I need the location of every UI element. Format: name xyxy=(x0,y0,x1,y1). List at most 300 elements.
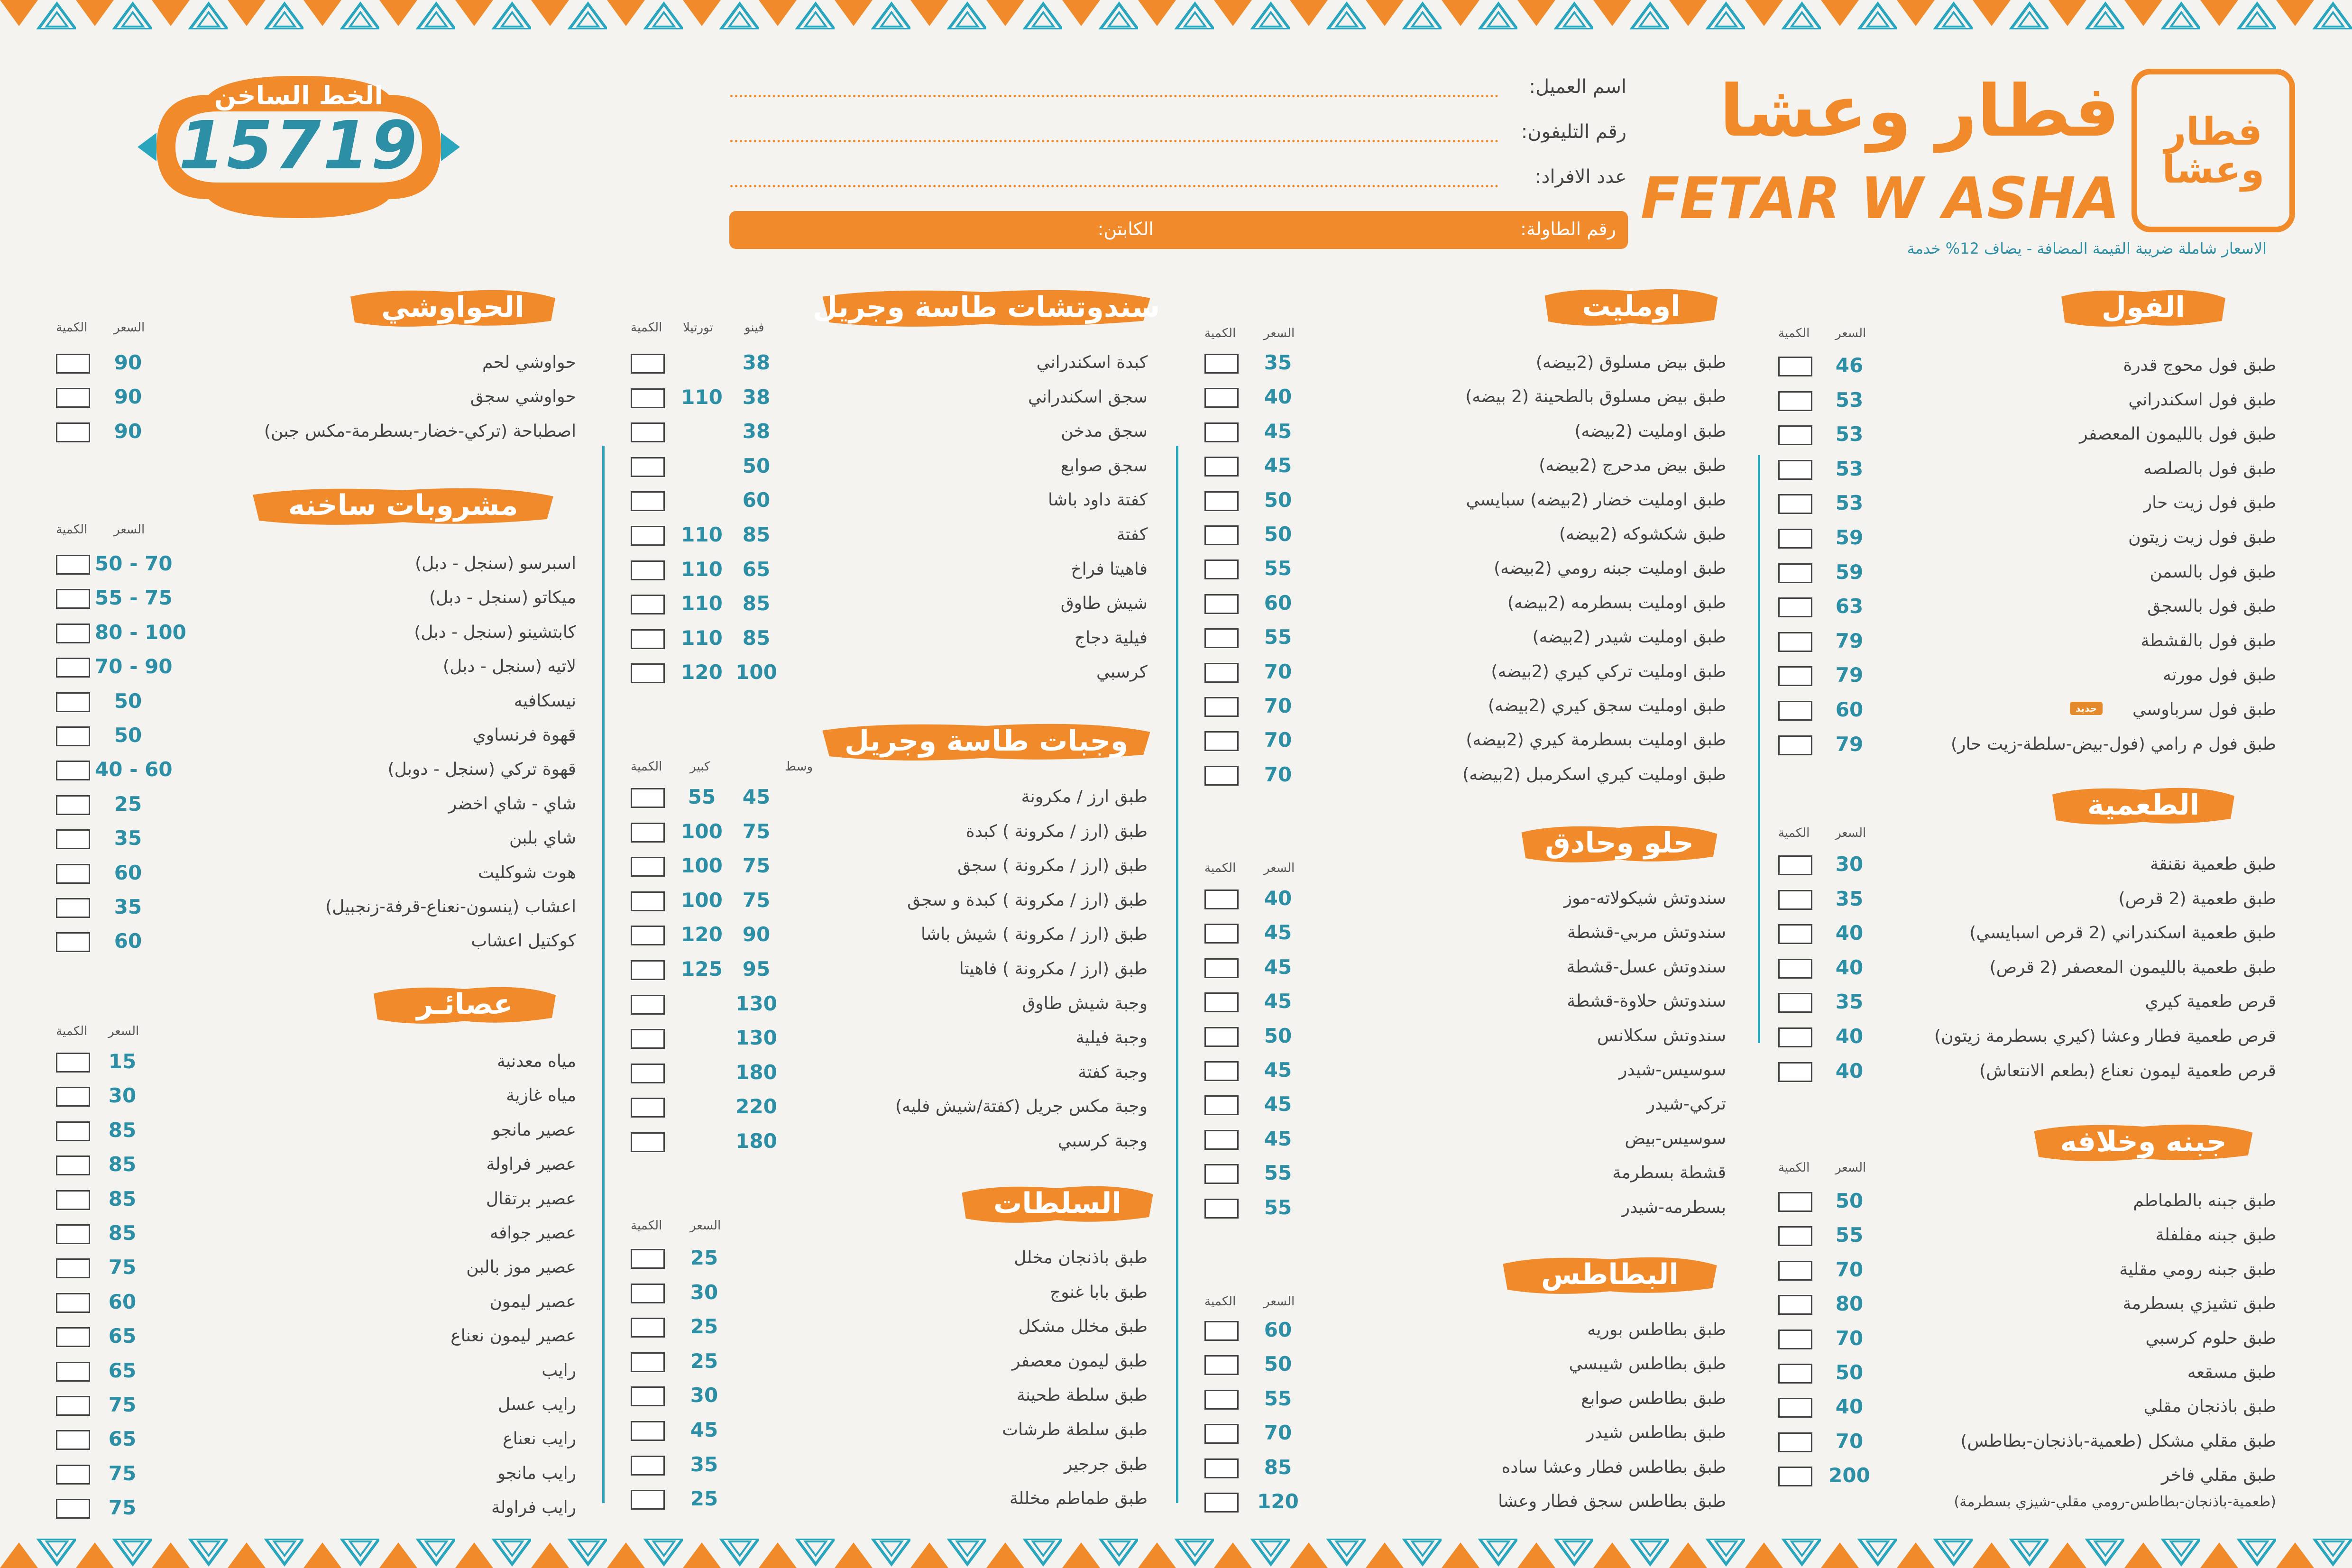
menu-item-price: 35 xyxy=(114,826,142,850)
menu-item-price: 35 xyxy=(690,1452,718,1476)
quantity-box[interactable] xyxy=(1778,1364,1812,1384)
quantity-box[interactable] xyxy=(56,1396,90,1416)
menu-item-name: مياه معدنية xyxy=(496,1052,576,1071)
menu-item-name: طبق مقلي مشكل (طعمية-باذنجان-بطاطس) xyxy=(1960,1431,2276,1451)
price-header: السعر xyxy=(1264,326,1295,340)
menu-item-name: طبق بيض مسلوق بالطحينة (2 بيضه) xyxy=(1465,387,1726,407)
menu-item-name: طبق (ارز / مكرونة ) فاهيتا xyxy=(959,959,1148,979)
quantity-box[interactable] xyxy=(631,995,665,1015)
tortilla-price: 120 xyxy=(681,660,723,684)
menu-item-price: 120 xyxy=(1257,1490,1299,1513)
quantity-box[interactable] xyxy=(1778,1467,1812,1486)
quantity-box[interactable] xyxy=(1778,1398,1812,1418)
menu-item-name: طبق طعمية نقنقة xyxy=(2150,854,2276,874)
quantity-box[interactable] xyxy=(1778,357,1812,376)
quantity-box[interactable] xyxy=(1204,1164,1239,1184)
brand-arabic-name: فطار وعشا xyxy=(1719,70,2120,153)
menu-item-name: طبق طماطم مخللة xyxy=(1009,1489,1148,1509)
menu-item-name: رايب عسل xyxy=(497,1395,576,1414)
table-captain-bar xyxy=(729,211,1628,249)
menu-item-name: طبق سلطة طرشات xyxy=(1002,1420,1148,1440)
quantity-box[interactable] xyxy=(1778,1027,1812,1047)
quantity-box[interactable] xyxy=(631,354,665,374)
quantity-box[interactable] xyxy=(1204,1199,1239,1219)
phone-field[interactable] xyxy=(730,140,1498,142)
menu-item-price: 40 xyxy=(1835,1025,1864,1048)
quantity-box[interactable] xyxy=(1204,594,1239,614)
menu-item-price: 70 xyxy=(1264,728,1292,752)
menu-item-price: 70 xyxy=(1264,1421,1292,1445)
menu-item-price: 65 xyxy=(108,1358,137,1382)
menu-item-name: طبق بطاطس فطار وعشا ساده xyxy=(1501,1457,1726,1477)
medium-price: 180 xyxy=(735,1060,777,1084)
quantity-box[interactable] xyxy=(631,526,665,546)
section-title-hot_drinks xyxy=(247,483,560,528)
menu-item-name: سندوتش حلاوة-قشطة xyxy=(1567,991,1726,1011)
customer-name-field[interactable] xyxy=(730,95,1498,97)
quantity-box[interactable] xyxy=(1778,1330,1812,1349)
quantity-box[interactable] xyxy=(56,726,90,746)
section-title-cheese xyxy=(2030,1119,2257,1165)
menu-item-price: 85 xyxy=(108,1221,137,1245)
menu-item-price: 55 xyxy=(1264,1195,1292,1219)
quantity-box[interactable] xyxy=(1778,855,1812,875)
menu-item-name: سندوتش عسل-قشطة xyxy=(1566,957,1726,977)
menu-item-price: 25 xyxy=(690,1349,718,1373)
quantity-box[interactable] xyxy=(56,422,90,442)
menu-item-price: 30 xyxy=(690,1384,718,1407)
quantity-box[interactable] xyxy=(1778,1295,1812,1315)
menu-item-price: 70 xyxy=(1835,1257,1864,1281)
menu-item-price: 50 xyxy=(114,724,142,747)
fino-header: فينو xyxy=(744,321,764,335)
quantity-box[interactable] xyxy=(631,1132,665,1152)
menu-item-price: 30 xyxy=(108,1084,137,1108)
menu-item-price: 80 xyxy=(1835,1292,1864,1316)
quantity-box[interactable] xyxy=(631,1284,665,1303)
section-title-juices xyxy=(370,981,560,1027)
quantity-box[interactable] xyxy=(631,1456,665,1476)
quantity-box[interactable] xyxy=(1778,890,1812,910)
quantity-box[interactable] xyxy=(56,1293,90,1313)
tortilla-price: 110 xyxy=(681,592,723,615)
quantity-box[interactable] xyxy=(1204,388,1239,408)
quantity-box[interactable] xyxy=(631,788,665,808)
quantity-box[interactable] xyxy=(1778,1192,1812,1212)
quantity-box[interactable] xyxy=(1204,697,1239,717)
menu-item-price: 45 xyxy=(1264,419,1292,443)
brand-logo xyxy=(2132,69,2295,232)
quantity-box[interactable] xyxy=(56,795,90,815)
quantity-box[interactable] xyxy=(1778,1432,1812,1452)
menu-item-price: 50 - 70 xyxy=(95,552,173,575)
menu-item-name: فاهيتا فراخ xyxy=(1071,559,1148,579)
menu-item-price: 35 xyxy=(1264,351,1292,374)
quantity-box[interactable] xyxy=(631,663,665,683)
menu-item-name: طبق حلوم كرسبي xyxy=(2145,1328,2276,1348)
quantity-box[interactable] xyxy=(631,1352,665,1372)
quantity-box[interactable] xyxy=(1778,666,1812,686)
menu-item-name: طبق بطاطس بوريه xyxy=(1587,1320,1726,1339)
menu-item-name: طبق طعمية اسكندراني (2 قرص اسبايسي) xyxy=(1969,923,2276,943)
quantity-box[interactable] xyxy=(56,1155,90,1175)
quantity-box[interactable] xyxy=(56,898,90,918)
menu-item-name: طبق ليمون معصفر xyxy=(1011,1351,1148,1371)
menu-item-price: 53 xyxy=(1835,422,1864,446)
quantity-box[interactable] xyxy=(1204,731,1239,751)
menu-item-name: طبق طعمية (2 قرص) xyxy=(2118,889,2276,908)
quantity-box[interactable] xyxy=(56,1430,90,1450)
medium-price: 130 xyxy=(735,991,777,1015)
section-title-text: الحواوشي xyxy=(381,291,524,324)
menu-item-price: 50 xyxy=(1264,488,1292,512)
quantity-box[interactable] xyxy=(1778,597,1812,617)
menu-item-name: طبق باذنجان مقلي xyxy=(2143,1397,2276,1417)
menu-item-name: كفتة xyxy=(1116,525,1148,544)
quantity-box[interactable] xyxy=(1204,422,1239,442)
quantity-box[interactable] xyxy=(56,829,90,849)
quantity-box[interactable] xyxy=(631,560,665,580)
menu-item-name: طبق اومليت كيري اسكرمبل (2بيضه) xyxy=(1462,764,1726,784)
fino-price: 38 xyxy=(742,351,771,374)
quantity-box[interactable] xyxy=(1204,1061,1239,1081)
quantity-box[interactable] xyxy=(1778,924,1812,944)
menu-item-name: طبق فول محوج قدرة xyxy=(2123,356,2276,375)
menu-item-price: 79 xyxy=(1835,732,1864,756)
quantity-box[interactable] xyxy=(1204,354,1239,374)
section-title-text: اومليت xyxy=(1582,290,1681,323)
qty-header: الكمية xyxy=(1204,326,1236,340)
menu-item-name: طبق اومليت سجق كيري (2بيضه) xyxy=(1488,696,1726,715)
menu-item-name: طبق بيض مدحرج (2بيضه) xyxy=(1539,456,1726,476)
fino-price: 38 xyxy=(742,420,771,443)
menu-item-name: كوكتيل اعشاب xyxy=(471,931,576,951)
menu-item-name: طبق مخلل مشكل xyxy=(1018,1317,1148,1337)
medium-price: 90 xyxy=(742,923,771,946)
quantity-box[interactable] xyxy=(1778,1226,1812,1246)
price-header: السعر xyxy=(690,1219,721,1233)
menu-item-price: 85 xyxy=(1264,1455,1292,1479)
menu-item-price: 15 xyxy=(108,1050,137,1073)
menu-item-name: سندوتش شيكولاته-موز xyxy=(1563,889,1726,908)
quantity-box[interactable] xyxy=(56,864,90,884)
quantity-box[interactable] xyxy=(1204,766,1239,786)
quantity-box[interactable] xyxy=(1778,563,1812,583)
section-title-text: عصائـر xyxy=(416,988,513,1021)
menu-item-price: 35 xyxy=(1835,990,1864,1014)
menu-item-name: كابتشينو (سنجل - دبل) xyxy=(414,622,576,642)
menu-item-price: 60 xyxy=(108,1290,137,1313)
qty-header: الكمية xyxy=(1778,826,1810,840)
quantity-box[interactable] xyxy=(1778,1261,1812,1281)
table-number-label[interactable]: رقم الطاولة: xyxy=(1520,219,1616,239)
quantity-box[interactable] xyxy=(631,595,665,614)
quantity-box[interactable] xyxy=(56,692,90,712)
medium-price: 75 xyxy=(742,819,771,843)
quantity-box[interactable] xyxy=(1204,663,1239,683)
persons-field[interactable] xyxy=(730,185,1498,187)
quantity-box[interactable] xyxy=(1204,628,1239,648)
menu-item-name: قهوة فرنساوي xyxy=(472,725,576,745)
section-title-sandwiches xyxy=(812,284,1160,330)
quantity-box[interactable] xyxy=(1204,1424,1239,1444)
menu-item-price: 59 xyxy=(1835,560,1864,584)
quantity-box[interactable] xyxy=(631,457,665,477)
fino-price: 65 xyxy=(742,557,771,581)
quantity-box[interactable] xyxy=(56,658,90,678)
quantity-box[interactable] xyxy=(631,1064,665,1083)
quantity-box[interactable] xyxy=(631,960,665,980)
menu-item-price: 25 xyxy=(690,1487,718,1511)
menu-item-name: طبق طعمية بالليمون المعصفر (2 قرص) xyxy=(1989,957,2276,977)
menu-item-name: وجبة فيلية xyxy=(1075,1028,1148,1048)
quantity-box[interactable] xyxy=(1778,632,1812,652)
menu-item-price: 200 xyxy=(1828,1464,1870,1487)
menu-item-name: طبق جرجير xyxy=(1064,1454,1148,1474)
quantity-box[interactable] xyxy=(1778,993,1812,1013)
menu-item-name: كرسبي xyxy=(1096,662,1148,682)
menu-item-name: رايب xyxy=(542,1360,576,1380)
menu-item-name: هوت شوكليت xyxy=(478,862,576,882)
menu-item-price: 75 xyxy=(108,1496,137,1520)
quantity-box[interactable] xyxy=(56,1499,90,1519)
quantity-box[interactable] xyxy=(1204,1390,1239,1410)
menu-item-name: طبق فول بالليمون المعصفر xyxy=(2079,424,2276,444)
quantity-box[interactable] xyxy=(56,761,90,780)
menu-item-price: 55 xyxy=(1264,1161,1292,1185)
quantity-box[interactable] xyxy=(56,1224,90,1244)
qty-header: الكمية xyxy=(56,321,88,335)
fino-price: 60 xyxy=(742,488,771,512)
qty-header: الكمية xyxy=(1204,1294,1236,1309)
quantity-box[interactable] xyxy=(1204,1493,1239,1513)
quantity-box[interactable] xyxy=(1204,559,1239,579)
menu-item-name: وجبة كرسبي xyxy=(1057,1131,1148,1151)
qty-header: الكمية xyxy=(56,523,88,537)
menu-item-price: 60 xyxy=(1264,1318,1292,1341)
menu-item-price: 60 xyxy=(114,861,142,884)
price-header: السعر xyxy=(1835,1161,1866,1175)
menu-item-name: طبق (ارز / مكرونة ) كبدة و سجق xyxy=(907,890,1148,910)
divider-line xyxy=(1176,446,1178,1503)
fino-price: 85 xyxy=(742,592,771,615)
menu-item-name: طبق اومليت تركي كيري (2بيضه) xyxy=(1491,661,1726,681)
menu-item-price: 90 xyxy=(114,419,142,443)
fino-price: 85 xyxy=(742,523,771,546)
menu-item-name: طبق اومليت بسطرمة كيري (2بيضه) xyxy=(1466,730,1726,750)
qty-header: الكمية xyxy=(631,760,662,774)
quantity-box[interactable] xyxy=(1778,460,1812,480)
quantity-box[interactable] xyxy=(1204,1355,1239,1375)
menu-item-price: 25 xyxy=(690,1315,718,1339)
menu-item-price: 50 xyxy=(1835,1361,1864,1384)
medium-price: 75 xyxy=(742,854,771,878)
quantity-box[interactable] xyxy=(1778,391,1812,411)
tax-note: الاسعار شاملة ضريبة القيمة المضافة - يضاف 12% خدمة xyxy=(1907,239,2267,257)
quantity-box[interactable] xyxy=(1204,889,1239,909)
quantity-box[interactable] xyxy=(56,589,90,609)
menu-item-name: طبق فول زيت زيتون xyxy=(2128,528,2276,547)
quantity-box[interactable] xyxy=(631,1421,665,1441)
quantity-box[interactable] xyxy=(56,555,90,575)
section-title-text: سندوتشات طاسة وجريل xyxy=(812,291,1160,324)
section-title-meals xyxy=(816,718,1157,764)
price-header: السعر xyxy=(1264,1294,1295,1309)
menu-item-name: سوسيس-بيض xyxy=(1625,1128,1726,1148)
captain-label[interactable]: الكابتن: xyxy=(1097,219,1154,239)
quantity-box[interactable] xyxy=(1778,735,1812,755)
quantity-box[interactable] xyxy=(56,1087,90,1107)
menu-item-price: 63 xyxy=(1835,595,1864,618)
quantity-box[interactable] xyxy=(1204,992,1239,1012)
qty-header: الكمية xyxy=(56,1024,88,1038)
price-header: السعر xyxy=(114,523,145,537)
quantity-box[interactable] xyxy=(1204,1130,1239,1150)
menu-item-name: كفتة داود باشا xyxy=(1048,490,1148,510)
quantity-box[interactable] xyxy=(631,1318,665,1338)
quantity-box[interactable] xyxy=(631,1029,665,1049)
large-price: 120 xyxy=(681,923,723,946)
quantity-box[interactable] xyxy=(631,491,665,511)
menu-item-price: 45 xyxy=(1264,921,1292,944)
quantity-box[interactable] xyxy=(56,624,90,643)
quantity-box[interactable] xyxy=(1204,457,1239,477)
quantity-box[interactable] xyxy=(56,1327,90,1347)
menu-item-name: عصير موز بالبن xyxy=(466,1257,576,1277)
menu-item-price: 85 xyxy=(108,1187,137,1210)
menu-item-price: 60 xyxy=(114,929,142,953)
menu-item-name: طبق فول زيت حار xyxy=(2143,493,2276,513)
quantity-box[interactable] xyxy=(56,1258,90,1278)
qty-header: الكمية xyxy=(1778,1161,1810,1175)
quantity-box[interactable] xyxy=(1778,494,1812,514)
quantity-box[interactable] xyxy=(56,354,90,374)
menu-item-name: شيش طاوق xyxy=(1060,594,1148,614)
price-header: السعر xyxy=(114,321,145,335)
quantity-box[interactable] xyxy=(1204,924,1239,944)
menu-item-name: شاي بلبن xyxy=(509,828,576,848)
menu-item-price: 75 xyxy=(108,1461,137,1485)
quantity-box[interactable] xyxy=(631,926,665,945)
quantity-box[interactable] xyxy=(1204,1095,1239,1115)
menu-item-name: طبق بطاطس شيبسي xyxy=(1569,1354,1726,1374)
quantity-box[interactable] xyxy=(1204,958,1239,978)
tortilla-header: تورتيلا xyxy=(683,321,713,335)
quantity-box[interactable] xyxy=(56,388,90,408)
tortilla-price: 110 xyxy=(681,385,723,409)
quantity-box[interactable] xyxy=(56,1465,90,1485)
menu-item-name: طبق جبنه رومي مقلية xyxy=(2119,1259,2276,1279)
quantity-box[interactable] xyxy=(1204,1458,1239,1478)
menu-item-name: طبق جبنه بالطماطم xyxy=(2133,1191,2276,1210)
quantity-box[interactable] xyxy=(56,1190,90,1210)
menu-item-name: ميكاتو (سنجل - دبل) xyxy=(429,588,576,608)
quantity-box[interactable] xyxy=(631,1249,665,1269)
menu-item-name: طبق بطاطس صوابع xyxy=(1581,1388,1726,1408)
menu-item-name: طبق فول بالسمن xyxy=(2150,562,2276,582)
menu-item-name: طبق بطاطس شيدر xyxy=(1586,1423,1726,1443)
menu-item-name: طبق فول بالسجق xyxy=(2147,596,2276,616)
quantity-box[interactable] xyxy=(56,1053,90,1073)
menu-item-price: 75 xyxy=(108,1256,137,1279)
menu-item-price: 50 xyxy=(1264,1352,1292,1376)
quantity-box[interactable] xyxy=(631,857,665,877)
menu-item-name: طبق اومليت شيدر (2بيضه) xyxy=(1532,627,1726,647)
divider-line xyxy=(1758,455,1760,1043)
quantity-box[interactable] xyxy=(56,932,90,952)
menu-item-price: 55 xyxy=(1264,1386,1292,1410)
quantity-box[interactable] xyxy=(1204,525,1239,545)
menu-item-name: نيسكافيه xyxy=(514,691,576,711)
menu-item-price: 30 xyxy=(690,1280,718,1304)
quantity-box[interactable] xyxy=(1204,491,1239,511)
menu-item-price: 25 xyxy=(114,792,142,816)
quantity-box[interactable] xyxy=(1778,529,1812,549)
menu-item-name: طبق اومليت (2بيضه) xyxy=(1574,421,1726,441)
quantity-box[interactable] xyxy=(56,1121,90,1141)
quantity-box[interactable] xyxy=(1778,425,1812,445)
menu-item-price: 45 xyxy=(1264,990,1292,1013)
section-title-potatoes xyxy=(1498,1252,1721,1297)
menu-item-name: طبق فول سرباوسي xyxy=(2132,700,2276,719)
menu-item-name: طبق شكشوكه (2بيضه) xyxy=(1559,524,1726,544)
menu-item-name: سجق مدخن xyxy=(1061,422,1148,441)
quantity-box[interactable] xyxy=(631,1098,665,1118)
medium-price: 45 xyxy=(742,785,771,808)
logo-text: فطار وعشا xyxy=(2162,109,2265,192)
menu-item-price: 50 xyxy=(1264,1024,1292,1047)
menu-item-price: 55 xyxy=(1264,557,1292,580)
quantity-box[interactable] xyxy=(1204,1321,1239,1341)
price-header: السعر xyxy=(1264,861,1295,875)
tortilla-price: 110 xyxy=(681,523,723,546)
qty-header: الكمية xyxy=(631,321,662,335)
quantity-box[interactable] xyxy=(1778,701,1812,721)
menu-item-name: طبق جبنه مفلفلة xyxy=(2155,1225,2276,1245)
quantity-box[interactable] xyxy=(631,629,665,649)
section-title-text: الطعمية xyxy=(2087,789,2200,822)
quantity-box[interactable] xyxy=(631,422,665,442)
bottom-pattern-border xyxy=(0,1539,2352,1568)
menu-item-price: 79 xyxy=(1835,629,1864,652)
medium-price: 220 xyxy=(735,1095,777,1119)
menu-item-price: 75 xyxy=(108,1393,137,1416)
section-title-taameya xyxy=(2049,782,2238,828)
menu-item-name: سندوتش مربي-قشطة xyxy=(1567,923,1726,943)
quantity-box[interactable] xyxy=(56,1362,90,1382)
quantity-box[interactable] xyxy=(631,891,665,911)
quantity-box[interactable] xyxy=(631,823,665,843)
quantity-box[interactable] xyxy=(631,1386,665,1406)
menu-item-name: حواوشي لحم xyxy=(482,353,576,372)
quantity-box[interactable] xyxy=(1778,959,1812,979)
menu-item-name: وجبة مكس جريل (كفتة/شيش فليه) xyxy=(895,1097,1148,1117)
hotline-number[interactable]: 15719 xyxy=(178,107,419,184)
quantity-box[interactable] xyxy=(1204,1027,1239,1047)
menu-item-name: طبق اومليت خضار (2بيضه) سبايسي xyxy=(1466,490,1726,510)
quantity-box[interactable] xyxy=(631,388,665,408)
menu-item-price: 79 xyxy=(1835,663,1864,687)
persons-label: عدد الافراد: xyxy=(1535,166,1626,188)
section-title-text: مشروبات ساخنه xyxy=(288,489,518,522)
menu-item-name: عصير ليمون نعناع xyxy=(450,1326,576,1346)
menu-item-name: فيلية دجاج xyxy=(1074,628,1148,648)
quantity-box[interactable] xyxy=(1778,1062,1812,1082)
quantity-box[interactable] xyxy=(631,1490,665,1510)
menu-item-name: رايب مانجو xyxy=(497,1463,576,1483)
menu-item-name: طبق بابا غنوج xyxy=(1050,1282,1148,1302)
menu-item-price: 70 xyxy=(1835,1326,1864,1350)
